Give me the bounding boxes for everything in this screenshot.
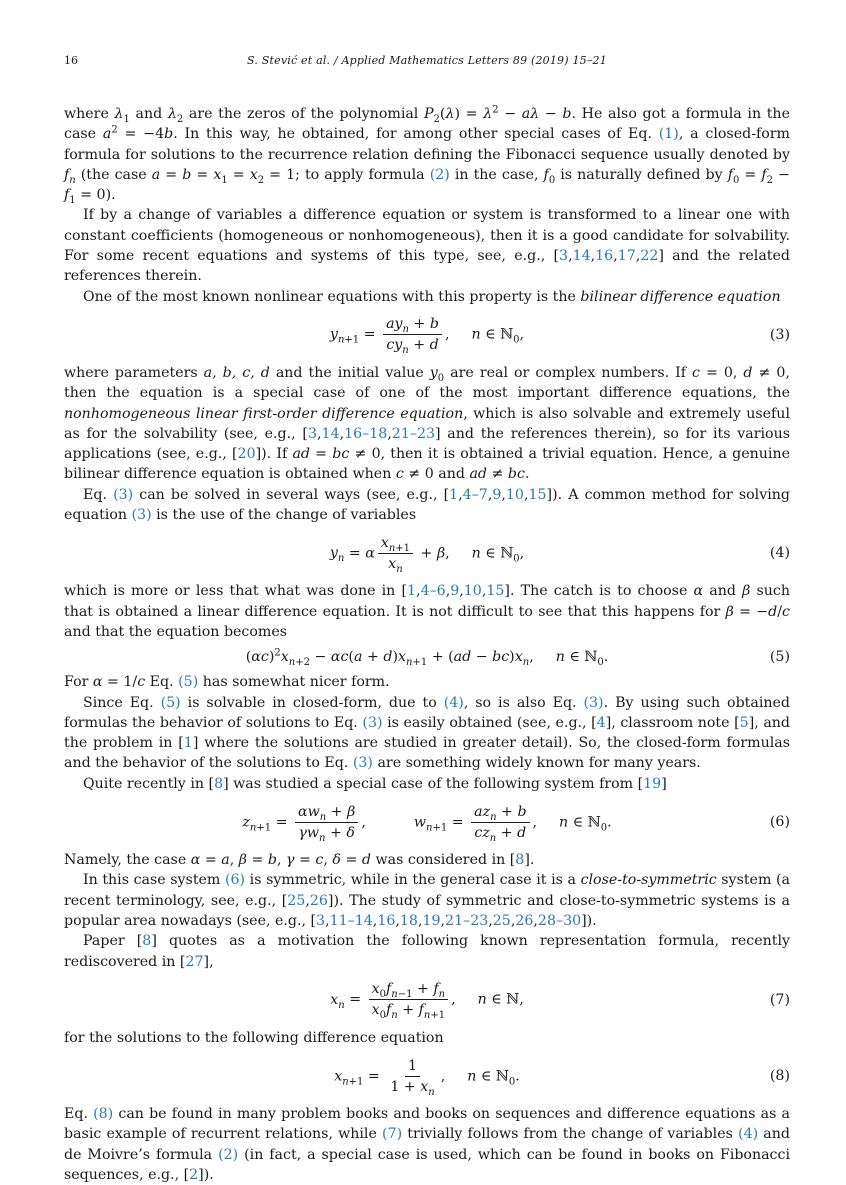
citation-link[interactable]: 22 [640,248,659,265]
eq-link[interactable]: (6) [224,872,246,889]
citation-link[interactable]: 14 [321,425,340,442]
citation-link[interactable]: 21–23 [391,425,435,442]
citation-link[interactable]: 15 [528,486,547,503]
eq-link[interactable]: (5) [160,694,181,711]
citation-link[interactable]: 19 [422,912,441,929]
paragraph-11: In this case system (6) is symmetric, while in the general case it is a close-to-symmetric system (a recent terminology, see, e.g., [25,26]). The study of symmetric and close-to-symmetric systems is a popular area nowadays (see, e.g., [3,11–14,16,18,19,21–23,25,26,28–30]). [64,872,791,929]
citation-link[interactable]: 4–7 [462,486,488,503]
paragraph-8: Since Eq. (5) is solvable in closed-form, due to (4), so is also Eq. (3). By using such obtained formulas the behavior of solutions to Eq. (3) is easily obtained (see, e.g., [4], classroom note [5], and the problem in [1] where the solutions are studied in greater detail). So, the closed-form formulas and the behavior of the solutions to Eq. (3) are something widely known for many years. [64,694,790,772]
citation-link[interactable]: 5 [739,714,749,731]
citation-link[interactable]: 26 [515,912,534,929]
paragraph-3: One of the most known nonlinear equations with this property is the bilinear difference equation [83,288,781,305]
inline-text: classroom note [620,714,730,731]
equation-number: (5) [769,649,790,666]
eq-link[interactable]: (4) [443,694,464,711]
term-emphasis: nonhomogeneous linear first-order difference equation [64,405,464,422]
citation-link[interactable]: 14 [572,248,591,265]
eq-link[interactable]: (8) [93,1106,114,1123]
term-emphasis: close-to-symmetric [580,872,717,889]
paragraph-13: for the solutions to the following difference equation [64,1029,444,1046]
citation-link[interactable]: 3 [559,248,569,265]
eq-link[interactable]: (7) [382,1126,403,1143]
equation-6: $z_{n+1}$ = $\frac{\alpha w_n + \beta}{\gamma w_n + \delta}$ , $w_{n+1}$ = $\frac{az_n + b}{cz_n + d}$ , n ∈ ℕ$_0$. (6) [242,803,790,844]
equation-4: $y_n = \alpha$ $\frac{x_{n+1}}{x_n}$ + β, n ∈ ℕ$_0$, (4) [329,534,790,575]
paragraph-1: where $\lambda_1$ and $\lambda_2$ are the zeros of the polynomial $P_2(\lambda) = \lambda^2 - a\lambda - b$. He also got a formula in the case $a^2 = -4b$. In this way, he obtained, for among other special cases of Eq. (1), a closed-form formula for solutions to the recurrence relation defining the Fibonacci sequence usually denoted by $f_n$ (the case $a = b = x_1 = x_2 = 1$; to apply formula (2) in the case, $f_0$ is naturally defined by $f_0 = f_2 - f_1 = 0$). [64,104,791,207]
running-title: S. Stević et al. / Applied Mathematics Letters 89 (2019) 15–21 [247,54,607,67]
citation-link[interactable]: 17 [617,248,636,265]
citation-link[interactable]: 10 [463,583,482,600]
running-head [64,54,790,68]
citation-link[interactable]: 18 [399,912,418,929]
eq-link[interactable]: (4) [738,1126,759,1143]
citation-link[interactable]: 1 [407,583,417,600]
citation-link[interactable]: 21–23 [445,912,489,929]
equation-number: (8) [769,1067,790,1084]
citation-link[interactable]: 3 [316,912,326,929]
equation-3: $y_{n+1}$ = $\frac{ay_n + b}{cy_n + d}$ , n ∈ ℕ$_0$, (3) [329,316,790,357]
citation-link[interactable]: 2 [189,1166,199,1183]
paragraph-10: Namely, the case α = a, β = b, γ = c, δ = d was considered in [8]. [64,852,535,869]
citation-link[interactable]: 11–14 [329,912,373,929]
citation-link[interactable]: 1 [183,735,193,752]
citation-link[interactable]: 20 [237,446,256,463]
paragraph-14: Eq. (8) can be found in many problem books and books on sequences and difference equations as a basic example of recurrent relations, while (7) trivially follows from the change of variables (4) and de Moivre’s formula (2) (in fact, a special case is used, which can be found in books on Fibonacci sequences, e.g., [2]). [64,1106,790,1183]
citation-link[interactable]: 4–6 [420,583,446,600]
paragraph-12: Paper [8] quotes as a motivation the following known representation formula, recently rediscovered in [27], [64,933,791,970]
citation-link[interactable]: 16 [377,912,396,929]
paragraph-4: where parameters a, b, c, d and the initial value $y_0$ are real or complex numbers. If c = 0, d ≠ 0, then the equation is a special case of one of the most important difference equations, the nonhomogeneous linear first-order difference equation, which is also solvable and extremely useful as for the solvability (see, e.g., [3,14,16–18,21–23] and the references therein), so for its various applications (see, e.g., [20]). If ad = bc ≠ 0, then it is obtained a trivial equation. Hence, a genuine bilinear difference equation is obtained when c ≠ 0 and ad ≠ bc. [64,364,791,483]
article-body [64,104,790,1185]
eq-link[interactable]: (2) [218,1146,239,1163]
equation-number: (6) [769,813,790,830]
citation-link[interactable]: 25 [492,912,511,929]
citation-link[interactable]: 9 [492,486,502,503]
citation-link[interactable]: 26 [309,892,328,909]
eq-link[interactable]: (3) [113,486,134,503]
eq-link[interactable]: (3) [352,755,373,772]
equation-number: (4) [769,545,790,562]
equation-number: (3) [769,326,790,343]
citation-link[interactable]: 28–30 [537,912,582,929]
citation-link[interactable]: 15 [486,583,505,600]
paragraph-7: For α = 1/c Eq. (5) has somewhat nicer form. [64,674,390,691]
citation-link[interactable]: 4 [596,714,606,731]
paragraph-9: Quite recently in [8] was studied a special case of the following system from [19] [83,775,667,792]
page-number: 16 [64,54,78,67]
eq-link[interactable]: (3) [583,694,604,711]
citation-link[interactable]: 8 [214,775,224,792]
citation-link[interactable]: 16 [595,248,614,265]
citation-link[interactable]: 1 [449,486,459,503]
eq-link[interactable]: (3) [362,714,383,731]
paragraph-5: Eq. (3) can be solved in several ways (see, e.g., [1,4–7,9,10,15]). A common method for solving equation (3) is the use of the change of variables [64,486,790,524]
eq-link[interactable]: (5) [178,674,199,691]
equation-8: $x_{n+1}$ = $\frac{1}{1 + x_n}$ , n ∈ ℕ$_0$. (8) [334,1057,790,1098]
citation-link[interactable]: 8 [515,852,525,869]
citation-link[interactable]: 8 [142,933,152,950]
term-emphasis: bilinear difference equation [580,288,781,305]
eq-link[interactable]: (1) [658,126,679,143]
citation-link[interactable]: 19 [643,775,662,792]
citation-link[interactable]: 9 [450,583,460,600]
paragraph-2: If by a change of variables a difference equation or system is transformed to a linear one with constant coefficients (homogeneous or nonhomogeneous), then it is a good candidate for solvability. For some recent equations and systems of this type, see, e.g., [3,14,16,17,22] and the related references therein. [64,207,790,285]
citation-link[interactable]: 16–18 [344,425,388,442]
citation-link[interactable]: 27 [185,953,204,970]
citation-link[interactable]: 3 [307,425,317,442]
equation-number: (7) [769,991,790,1008]
eq-link[interactable]: (2) [429,166,450,183]
paragraph-6: which is more or less that what was done in [1,4–6,9,10,15]. The catch is to choose α and β such that is obtained a linear difference equation. It is not difficult to see that this happens for β = −d/c and that the equation becomes [64,583,790,640]
equation-7: $x_n$ = $\frac{x_0f_{n-1} + f_n}{x_0f_n + f_{n+1}}$ , n ∈ ℕ, (7) [330,981,790,1022]
citation-link[interactable]: 25 [287,892,306,909]
citation-link[interactable]: 10 [505,486,524,503]
equation-5: $(\alpha c)^2x_{n+2} - \alpha c(a + d)x_{n+1} + (ad - bc)x_n$, n ∈ ℕ$_0$. (5) [245,647,790,668]
eq-link[interactable]: (3) [131,507,152,524]
